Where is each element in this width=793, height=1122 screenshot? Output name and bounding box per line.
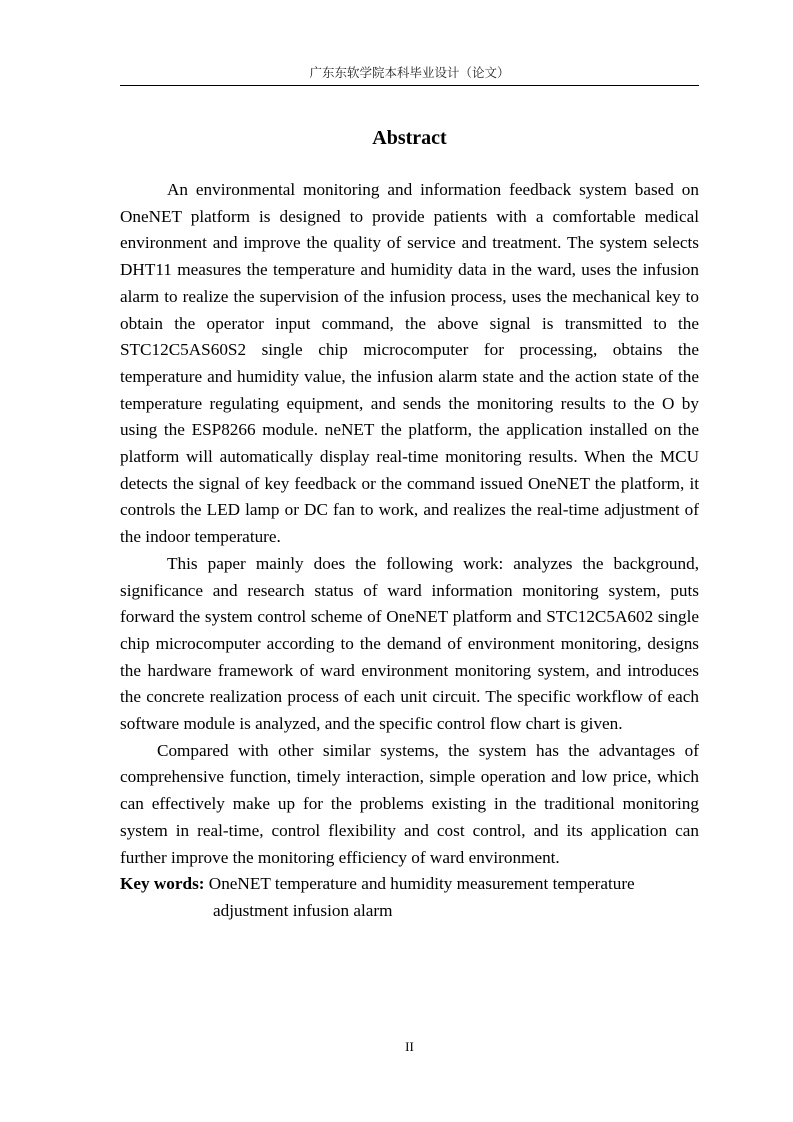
abstract-paragraph-2: This paper mainly does the following work: analyzes the background, significance and research status of ward information monitoring system, puts forward the system control scheme of OneNET platform and STC12C5A602 single chip microcomputer according to the demand of environment monitoring, designs the hardware framework of ward environment monitoring system, and introduces the concrete realization process of each unit circuit. The specific workflow of each software module is analyzed, and the specific control flow chart is given.: [120, 553, 699, 734]
keywords-line: [120, 871, 699, 924]
keywords-text: OneNET temperature and humidity measurement temperature adjustment infusion alarm: [208, 874, 635, 920]
abstract-body: [120, 177, 699, 925]
page-number: II: [405, 1039, 414, 1054]
running-header: 广东东软学院本科毕业设计（论文）: [309, 66, 510, 80]
keywords-label: Key words:: [120, 874, 205, 894]
abstract-paragraph-1: An environmental monitoring and information feedback system based on OneNET platform is designed to provide patients with a comfortable medical environment and improve the quality of service and treatment. The system selects DHT11 measures the temperature and humidity data in the ward, uses the infusion alarm to realize the supervision of the infusion process, uses the mechanical key to obtain the operator input command, the above signal is transmitted to the STC12C5AS60S2 single chip microcomputer for processing, obtains the temperature and humidity value, the infusion alarm state and the action state of the temperature regulating equipment, and sends the monitoring results to the O by using the ESP8266 module. neNET the platform, the application installed on the platform will automatically display real-time monitoring results. When the MCU detects the signal of key feedback or the command issued OneNET the platform, it controls the LED lamp or DC fan to work, and realizes the real-time adjustment of the indoor temperature.: [120, 180, 699, 547]
header-divider: [120, 85, 699, 86]
abstract-paragraph-3: Compared with other similar systems, the system has the advantages of comprehensive function, timely interaction, simple operation and low price, which can effectively make up for the problems existing in the traditional monitoring system in real-time, control flexibility and cost control, and its application can further improve the monitoring efficiency of ward environment.: [120, 740, 699, 867]
page-title: Abstract: [372, 127, 447, 149]
